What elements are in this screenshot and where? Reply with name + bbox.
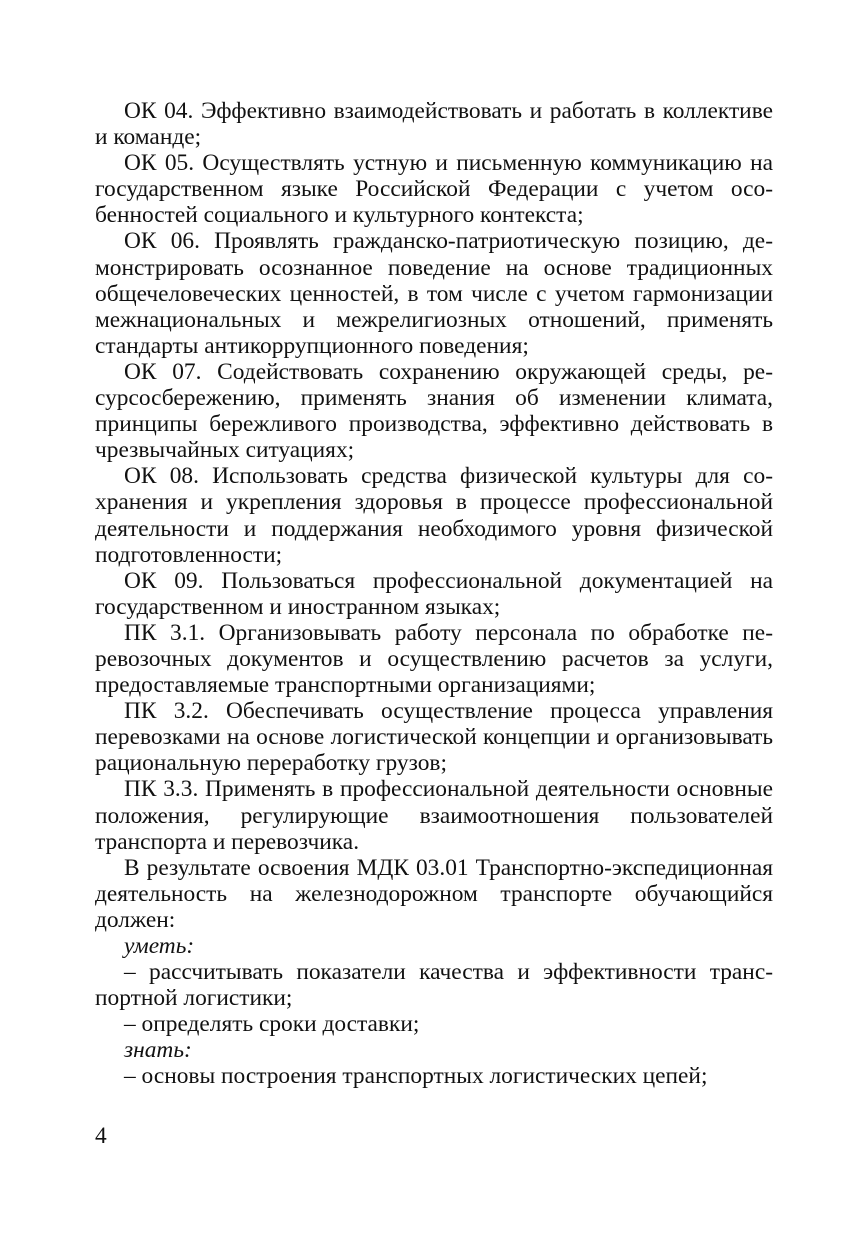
knowledge-item: – основы построения транспортных логистических цепей;	[124, 1063, 708, 1090]
skills-label: уметь:	[124, 933, 195, 959]
paragraph-ok05: ОК 05. Осуществлять устную и письменную коммуникацию на государственном языке Российской Федерации с учетом особенностей социального и культурного контекста;	[95, 150, 773, 229]
knowledge-label: знать:	[124, 1037, 192, 1064]
paragraph-ok07: ОК 07. Содействовать сохранению окружающей среды, ресурсосбережению, применять знания об изменении климата, принципы бережливого производства, эффективно действовать в чрезвычайных ситуациях;	[95, 358, 773, 464]
skills-item: – определять сроки доставки;	[124, 1011, 420, 1038]
page-body	[95, 98, 773, 1090]
paragraph-pk31: ПК 3.1. Организовывать работу персонала по обработке перевозочных документов и осуществлению расчетов за услуги, предоставляемые транспортными организациями;	[95, 619, 773, 699]
paragraph-pk32: ПК 3.2. Обеспечивать осуществление процесса управления перевозками на основе логистической концепции и организовывать рациональную переработку грузов;	[95, 698, 773, 777]
paragraph-ok04: ОК 04. Эффективно взаимодействовать и работать в коллективе и команде;	[95, 98, 773, 151]
paragraph-mdk-result: В результате освоения МДК 03.01 Транспортно-экспедиционная деятельность на железнодорожном транспорте обучающийся должен:	[95, 854, 773, 933]
paragraph-ok09: ОК 09. Пользоваться профессиональной документацией на государственном и иностранном языках;	[95, 567, 773, 620]
skills-item: – рассчитывать показатели качества и эффективности транспортной логистики;	[95, 959, 773, 1012]
paragraph-ok08: ОК 08. Использовать средства физической культуры для сохранения и укрепления здоровья в процессе профессиональной деятельности и поддержания необходимого уровня физической подготовленности;	[95, 463, 773, 568]
paragraph-ok06: ОК 06. Проявлять гражданско-патриотическую позицию, демонстрировать осознанное поведение на основе традиционных общечеловеческих ценностей, в том числе с учетом гармонизации межнациональных и межрелигиозных отношений, применять стандарты антикоррупционного поведения;	[95, 228, 773, 359]
paragraph-pk33: ПК 3.3. Применять в профессиональной деятельности основные положения, регулирующие взаимоотношения пользователей транспорта и перевозчика.	[95, 776, 773, 855]
page-number: 4	[95, 1123, 107, 1149]
